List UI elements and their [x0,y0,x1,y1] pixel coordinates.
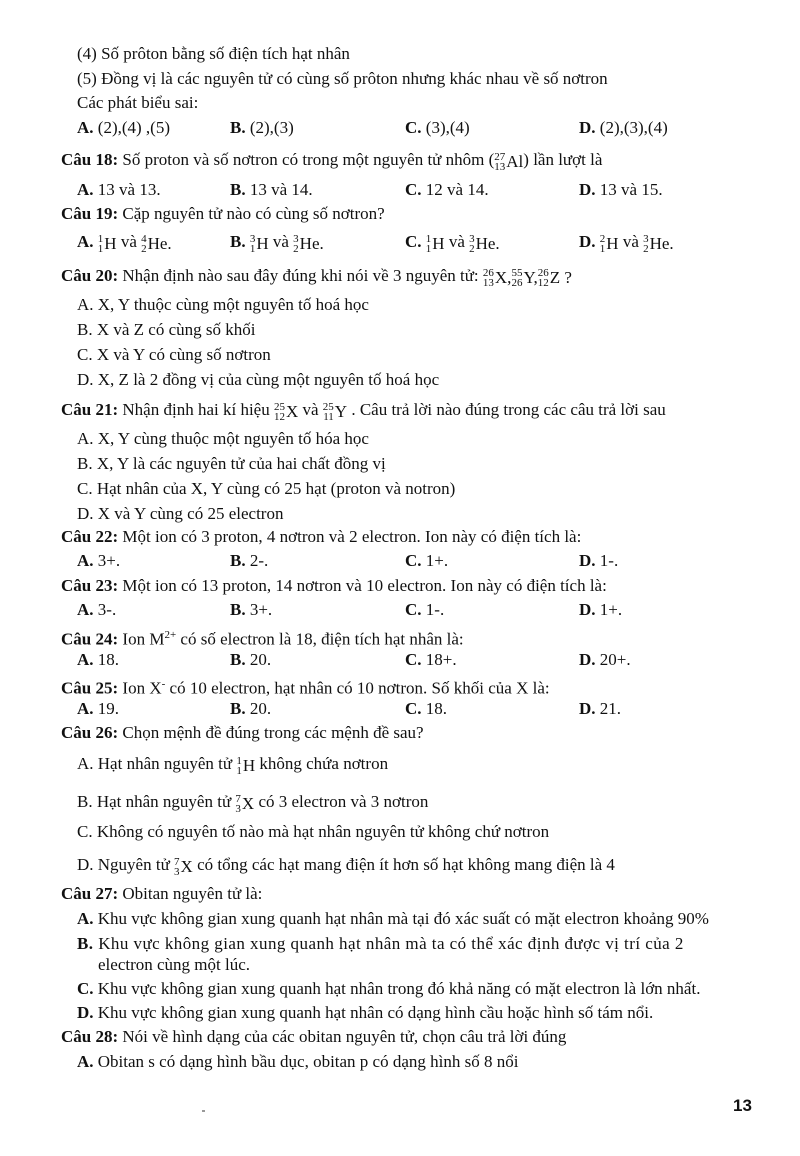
q21-option-a: A. X, Y cùng thuộc một nguyên tố hóa học [77,429,369,448]
page-number: 13 [733,1096,752,1115]
q23-option-a: A. 3-. [77,600,117,619]
q26-option-a: A. Hạt nhân nguyên tử 1 1 H không chứa nơtron [77,754,389,777]
q22-option-a: A. 3+. [77,551,121,570]
q20-option-b: B. X và Z có cùng số khối [77,320,256,339]
q27-option-b-cont: electron cùng một lúc. [98,955,251,974]
q18-question: Câu 18: Số proton và số nơtron có trong một nguyên tử nhôm ( 27 13 Al) lần lượt là [61,150,603,173]
q22-option-d: D. 1-. [579,551,619,570]
q21-question: Câu 21: Nhận định hai kí hiệu 25 12 X và 25 11 Y . Câu trả lời nào đúng trong các câu trả lời sau [61,400,666,423]
q17-option-a: A. (2),(4) ,(5) [77,118,170,137]
q25-option-b: B. 20. [230,699,272,718]
q20-question: Câu 20: Nhận định nào sau đây đúng khi nói về 3 nguyên tử: 26 13 X, 55 26 Y, 26 12 Z ? [61,266,572,289]
q24-question: Câu 24: Ion $M^{2+}$ có số electron là 18, điện tích hạt nhân là: [61,629,464,649]
q19-option-b: B. 3 1 H và 3 2 He. [230,232,324,255]
q25-option-a: A. 19. [77,699,120,718]
q28-question: Câu 28: Nói về hình dạng của các obitan nguyên tử, chọn câu trả lời đúng [61,1027,567,1046]
q27-question: Câu 27: Obitan nguyên tử là: [61,884,263,903]
q27-option-c: C. Khu vực không gian xung quanh hạt nhân trong đó khả năng có mặt electron là lớn nhất. [77,979,701,998]
q22-option-b: B. 2-. [230,551,269,570]
q27-option-b: B. Khu vực không gian xung quanh hạt nhân mà ta có thể xác định được vị trí của 2 [77,934,684,953]
q19-question: Câu 19: Cặp nguyên tử nào có cùng số nơtron? [61,204,385,223]
q25-option-c: C. 18. [405,699,448,718]
q17-option-b: B. (2),(3) [230,118,294,137]
q24-option-b: B. 20. [230,650,272,669]
q18-option-d: D. 13 và 15. [579,180,663,199]
q21-option-b: B. X, Y là các nguyên tử của hai chất đồng vị [77,454,386,473]
q19-option-c: C. 1 1 H và 3 2 He. [405,232,500,255]
prompt-wrong-statements: Các phát biểu sai: [77,93,199,112]
q26-option-d: D. Nguyên tử 7 3 X có tổng các hạt mang điện ít hơn số hạt không mang điện là 4 [77,855,615,878]
q23-question: Câu 23: Một ion có 13 proton, 14 nơtron và 10 electron. Ion này có điện tích là: [61,576,607,595]
statement-4: (4) Số prôton bằng số điện tích hạt nhân [77,44,350,63]
q23-option-d: D. 1+. [579,600,623,619]
q22-question: Câu 22: Một ion có 3 proton, 4 nơtron và 2 electron. Ion này có điện tích là: [61,527,582,546]
q26-question: Câu 26: Chọn mệnh đề đúng trong các mệnh đề sau? [61,723,424,742]
q28-option-a: A. Obitan s có dạng hình bầu dục, obitan p có dạng hình số 8 nổi [77,1052,519,1071]
q22-option-c: C. 1+. [405,551,449,570]
q19-option-d: D. 2 1 H và 3 2 He. [579,232,674,255]
nuclide-al: 27 13 Al [494,150,524,173]
q27-option-a: A. Khu vực không gian xung quanh hạt nhân mà tại đó xác suất có mặt electron khoảng 90% [77,909,709,928]
q17-option-c: C. (3),(4) [405,118,470,137]
q23-option-c: C. 1-. [405,600,445,619]
q19-option-a: A. 1 1 H và 4 2 He. [77,232,172,255]
q21-option-d: D. X và Y cùng có 25 electron [77,504,284,523]
q27-option-d: D. Khu vực không gian xung quanh hạt nhân có dạng hình cầu hoặc hình số tám nổi. [77,1003,654,1022]
q20-option-c: C. X và Y có cùng số nơtron [77,345,271,364]
q18-option-a: A. 13 và 13. [77,180,161,199]
q18-option-b: B. 13 và 14. [230,180,313,199]
statement-5: (5) Đồng vị là các nguyên tử có cùng số prôton nhưng khác nhau về số nơtron [77,69,608,88]
q20-option-a: A. X, Y thuộc cùng một nguyên tố hoá học [77,295,369,314]
q26-option-b: B. Hạt nhân nguyên tử 7 3 X có 3 electron và 3 nơtron [77,792,429,815]
q26-option-c: C. Không có nguyên tố nào mà hạt nhân nguyên tử không chứ nơtron [77,822,550,841]
scan-speck [202,1110,205,1112]
q23-option-b: B. 3+. [230,600,273,619]
q25-option-d: D. 21. [579,699,622,718]
q21-option-c: C. Hạt nhân của X, Y cùng có 25 hạt (proton và notron) [77,479,456,498]
q17-option-d: D. (2),(3),(4) [579,118,668,137]
q24-option-c: C. 18+. [405,650,457,669]
q24-option-d: D. 20+. [579,650,631,669]
q20-option-d: D. X, Z là 2 đồng vị của cùng một nguyên tố hoá học [77,370,440,389]
q25-question: Câu 25: Ion X- có 10 electron, hạt nhân có 10 nơtron. Số khối của X là: [61,678,550,698]
q18-option-c: C. 12 và 14. [405,180,489,199]
q24-option-a: A. 18. [77,650,120,669]
